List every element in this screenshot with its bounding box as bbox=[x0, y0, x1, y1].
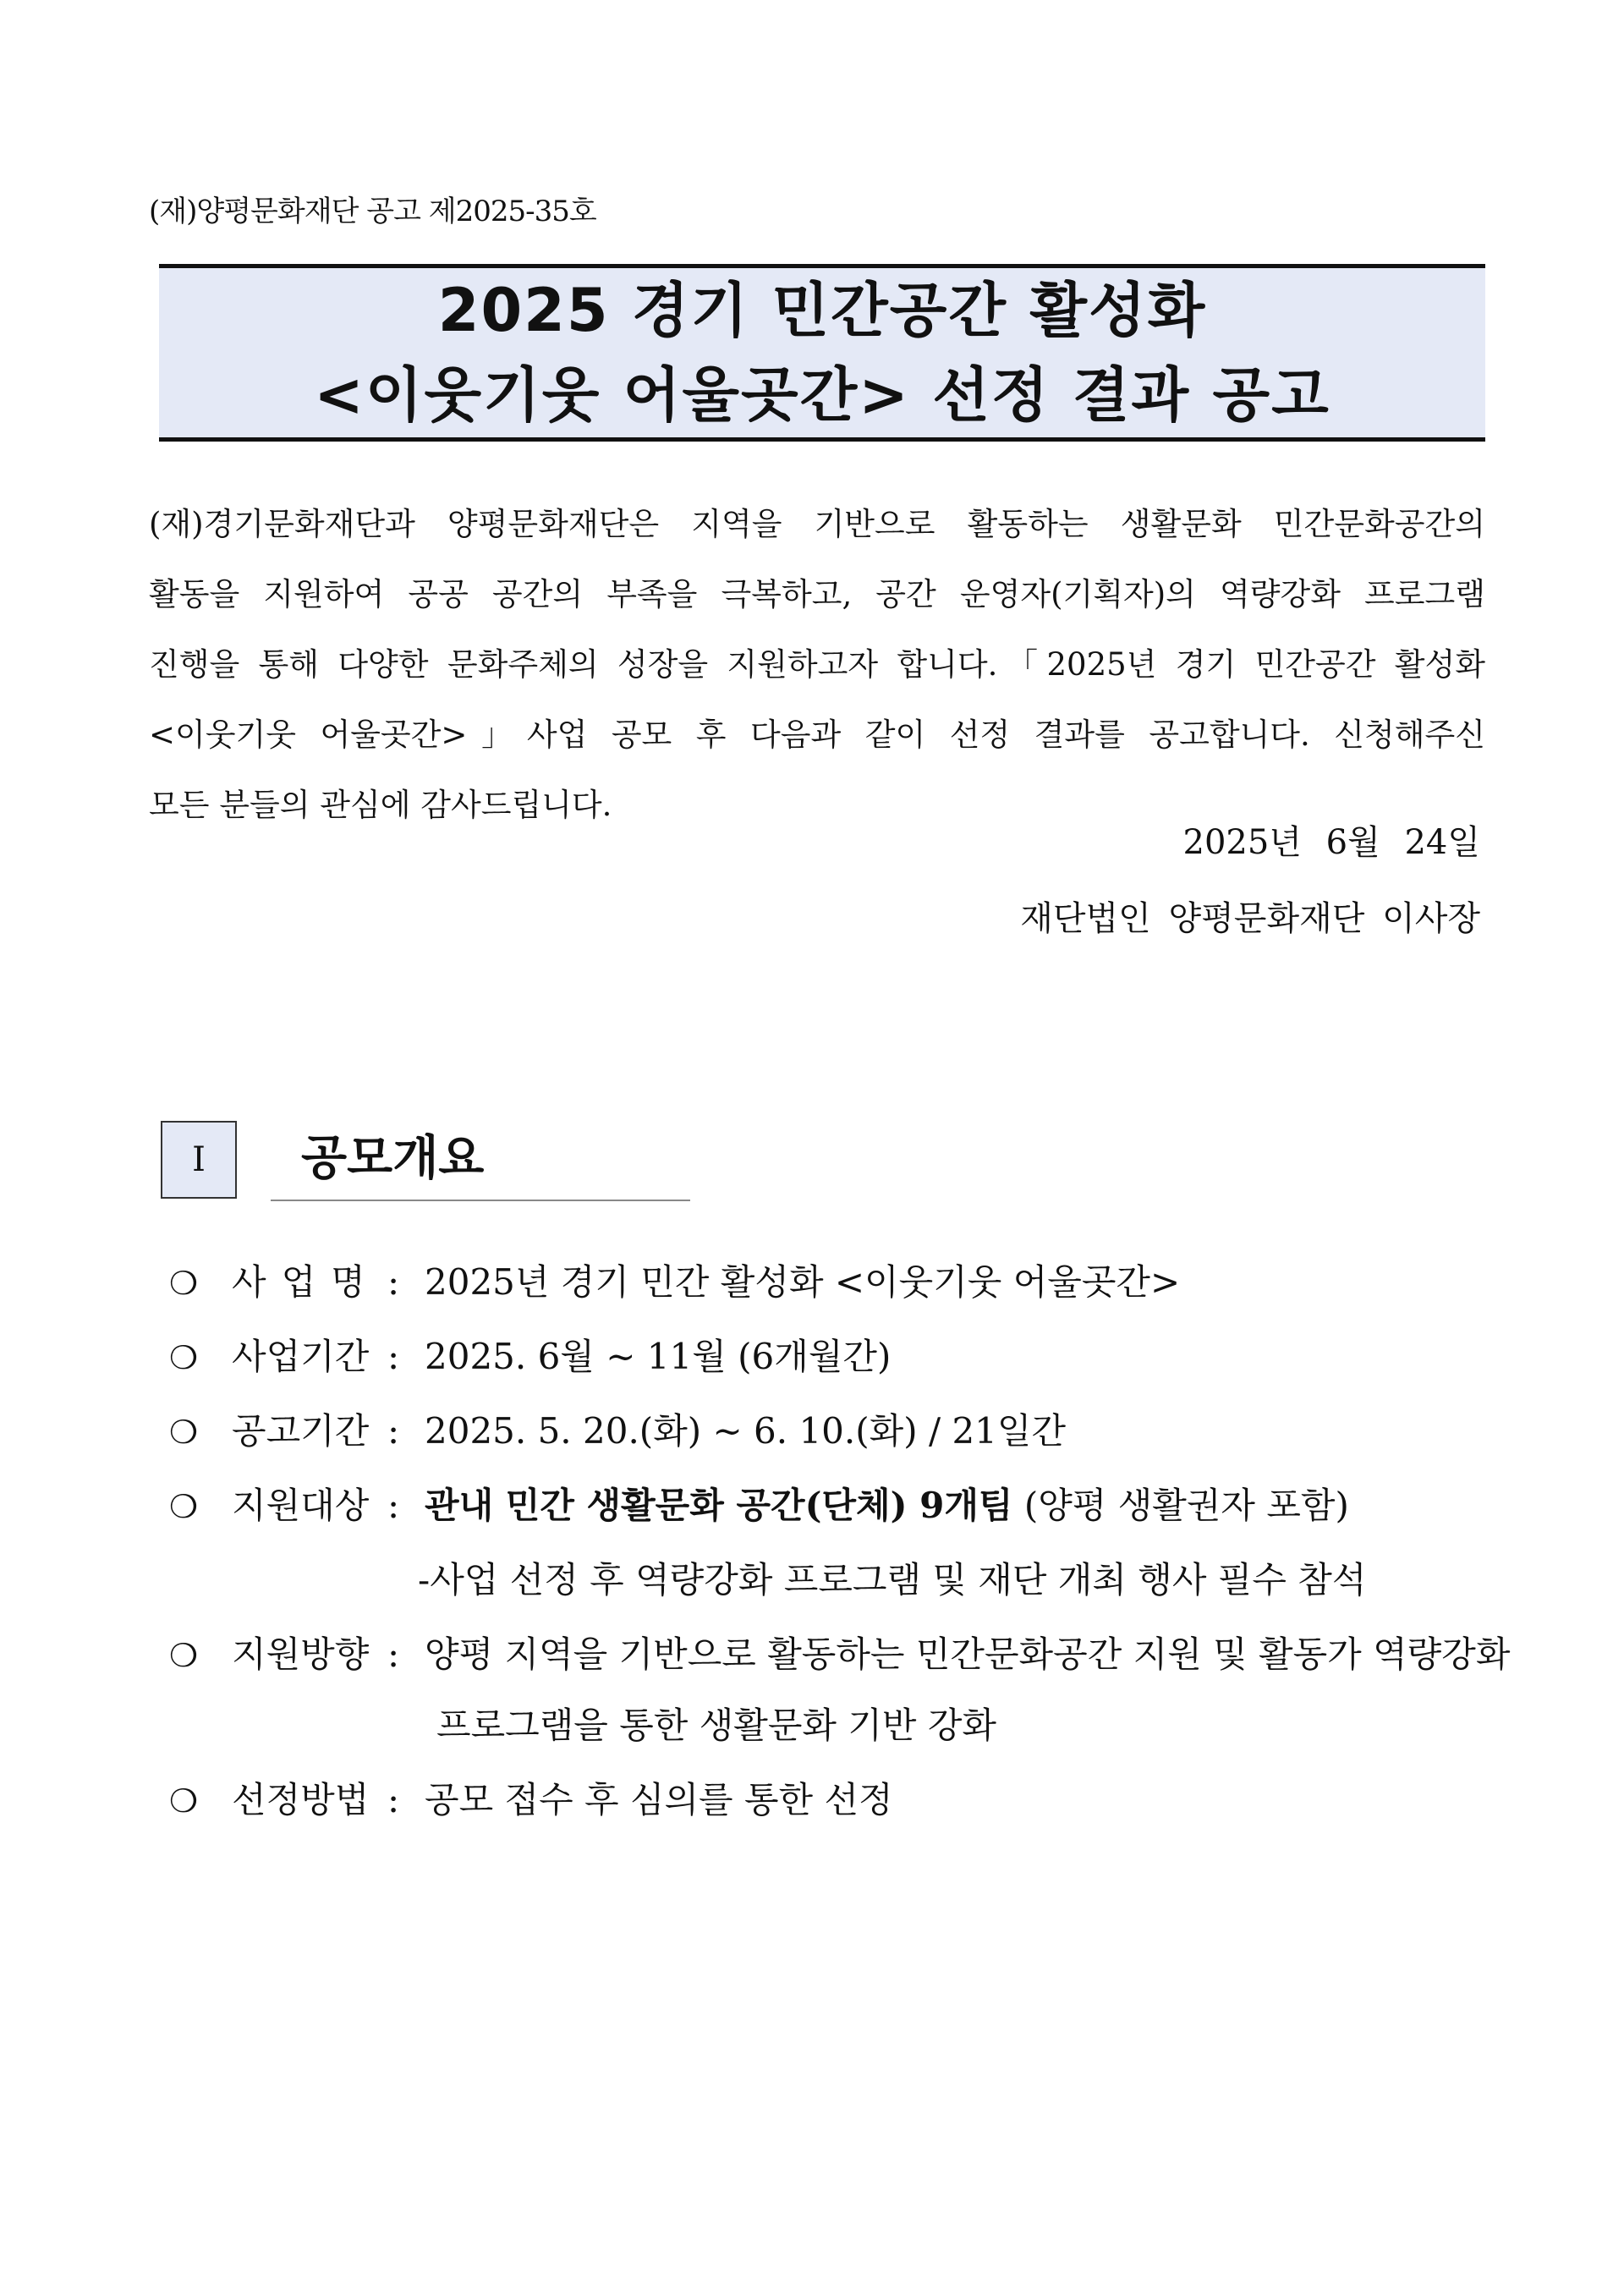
item-value: 양평 지역을 기반으로 활동하는 민간문화공간 지원 및 활동가 역량강화 bbox=[425, 1633, 1511, 1675]
title-line-2: <이웃기웃 어울곳간> 선정 결과 공고 bbox=[314, 360, 1330, 430]
item-label: 지원방향 bbox=[232, 1633, 370, 1675]
item-direction bbox=[169, 1629, 1510, 1681]
item-target bbox=[169, 1480, 1349, 1532]
colon: : bbox=[387, 1410, 400, 1452]
intro-line: 진행을 통해 다양한 문화주체의 성장을 지원하고자 합니다.「2025년 경기 민간공간 활성화 bbox=[149, 646, 1485, 683]
colon: : bbox=[387, 1633, 400, 1675]
item-label: 선정방법 bbox=[232, 1779, 370, 1820]
colon: : bbox=[387, 1336, 400, 1377]
intro-line: 활동을 지원하여 공공 공간의 부족을 극복하고, 공간 운영자(기획자)의 역량강화 프로그램 bbox=[149, 576, 1485, 612]
item-value-rest: (양평 생활권자 포함) bbox=[1012, 1485, 1349, 1526]
colon: : bbox=[387, 1779, 400, 1820]
notice-date: 2025년 6월 24일 bbox=[1182, 823, 1480, 862]
item-direction-cont: 프로그램을 통한 생활문화 기반 강화 bbox=[436, 1705, 996, 1746]
issuer: 재단법인 양평문화재단 이사장 bbox=[1020, 899, 1480, 938]
title-line-1: 2025 경기 민간공간 활성화 bbox=[437, 276, 1207, 345]
bullet-icon: ❍ bbox=[169, 1488, 199, 1525]
item-value: 2025. 5. 20.(화) ~ 6. 10.(화) / 21일간 bbox=[425, 1410, 1067, 1452]
bullet-icon: ❍ bbox=[169, 1414, 199, 1451]
item-period bbox=[169, 1331, 891, 1383]
item-value: 2025년 경기 민간 활성화 <이웃기웃 어울곳간> bbox=[425, 1261, 1181, 1303]
item-target-note: -사업 선정 후 역량강화 프로그램 및 재단 개최 행사 필수 참석 bbox=[418, 1559, 1367, 1600]
intro-line: 모든 분들의 관심에 감사드립니다. bbox=[149, 787, 612, 823]
document-title bbox=[159, 264, 1485, 442]
item-label: 사업기간 bbox=[232, 1336, 370, 1377]
notice-number: (재)양평문화재단 공고 제2025-35호 bbox=[149, 195, 596, 228]
item-label: 지원대상 bbox=[232, 1485, 370, 1526]
colon: : bbox=[387, 1485, 400, 1526]
item-notice-period bbox=[169, 1406, 1066, 1458]
bullet-icon: ❍ bbox=[169, 1265, 199, 1302]
intro-paragraph bbox=[149, 489, 1485, 840]
section-underline bbox=[271, 1200, 690, 1201]
colon: : bbox=[387, 1261, 400, 1303]
item-label: 공고기간 bbox=[232, 1410, 370, 1452]
item-value-bold: 관내 민간 생활문화 공간(단체) 9개팀 bbox=[425, 1485, 1013, 1526]
bullet-icon: ❍ bbox=[169, 1637, 199, 1674]
item-label: 사업명 bbox=[232, 1261, 381, 1303]
bullet-icon: ❍ bbox=[169, 1782, 199, 1820]
item-method bbox=[169, 1775, 893, 1826]
intro-line: (재)경기문화재단과 양평문화재단은 지역을 기반으로 활동하는 생활문화 민간문화공간의 bbox=[149, 506, 1485, 542]
section-number: Ⅰ bbox=[161, 1121, 237, 1199]
intro-line: <이웃기웃 어울곳간>」사업 공모 후 다음과 같이 선정 결과를 공고합니다. 신청해주신 bbox=[149, 717, 1485, 753]
bullet-icon: ❍ bbox=[169, 1339, 199, 1376]
item-project-name bbox=[169, 1257, 1180, 1309]
item-value: 공모 접수 후 심의를 통한 선정 bbox=[425, 1779, 893, 1820]
item-value: 2025. 6월 ~ 11월 (6개월간) bbox=[425, 1336, 892, 1377]
section-title: 공모개요 bbox=[301, 1131, 485, 1186]
